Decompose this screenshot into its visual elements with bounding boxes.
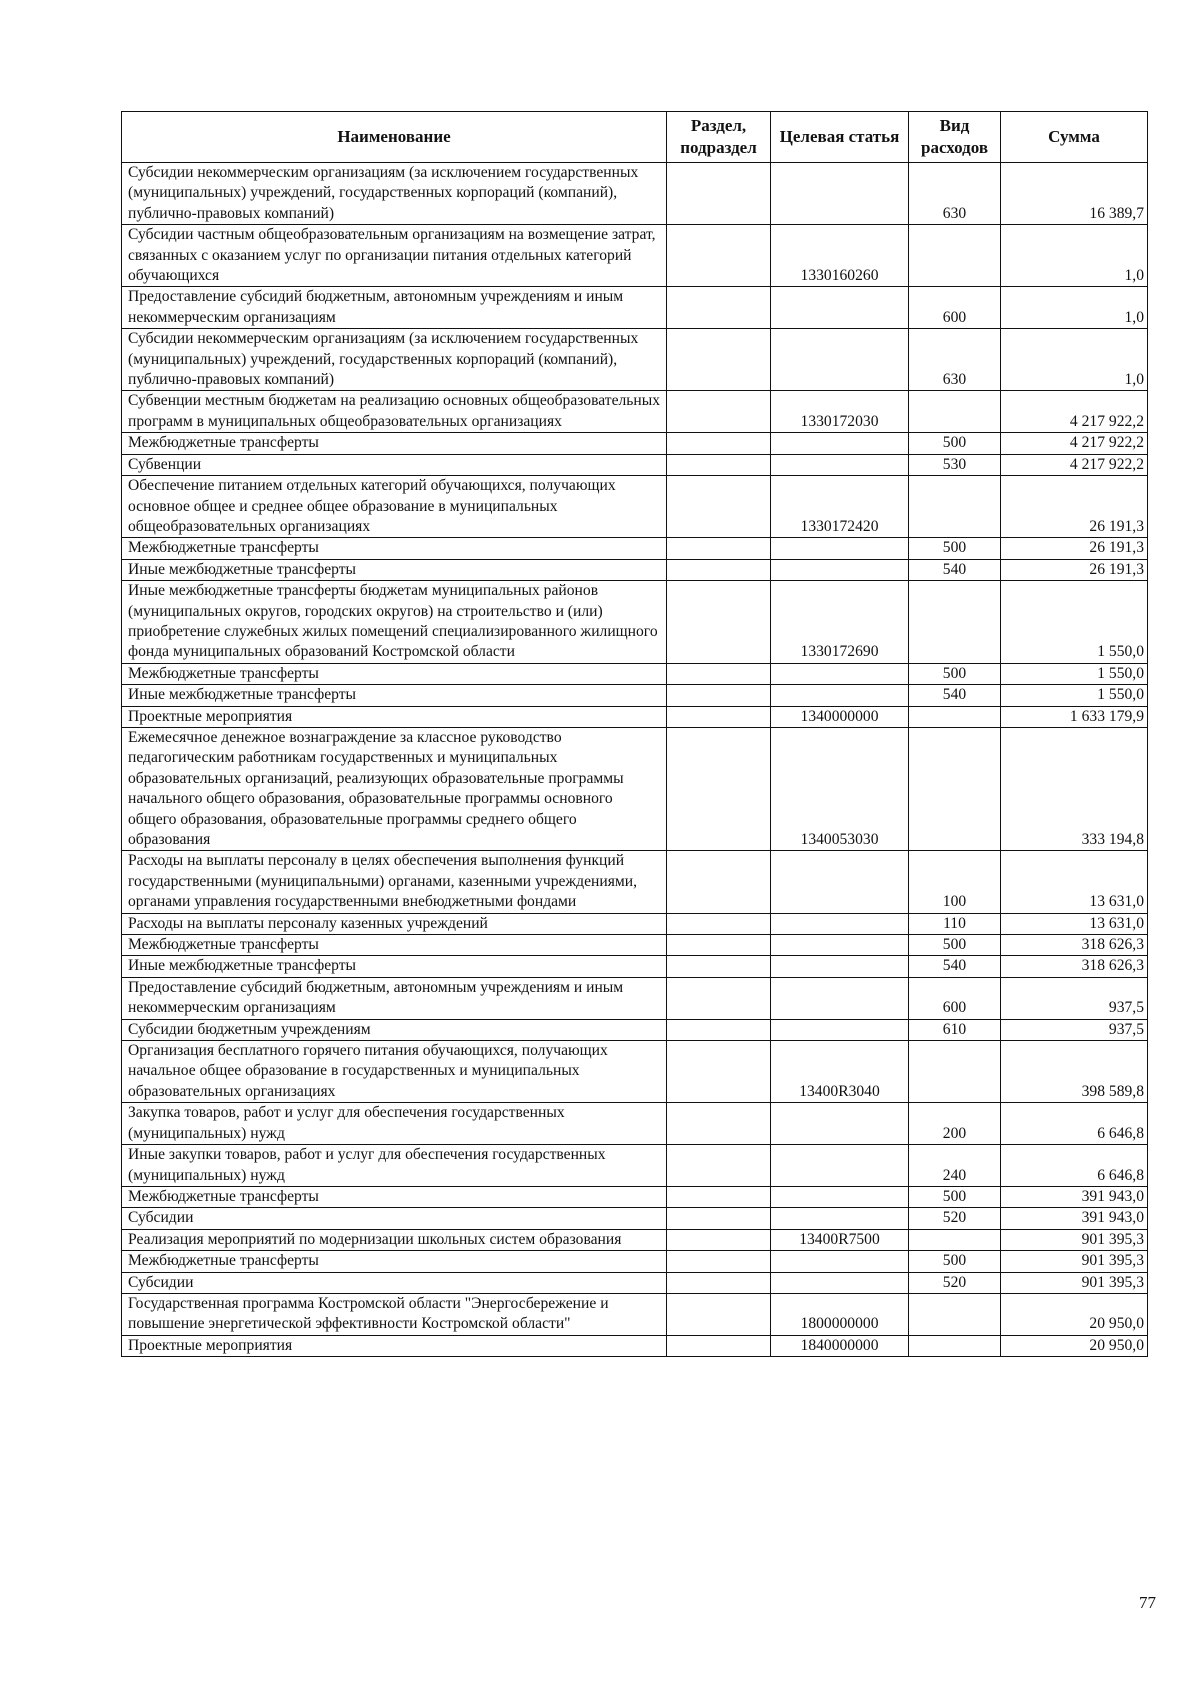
cell-name: Межбюджетные трансферты: [122, 1251, 667, 1272]
table-body: [122, 163, 1148, 1357]
table-row: [122, 391, 1148, 433]
cell-type: 600: [909, 977, 1001, 1019]
cell-sum: 13 631,0: [1001, 913, 1148, 934]
cell-name: Проектные мероприятия: [122, 706, 667, 727]
cell-sum: 1,0: [1001, 225, 1148, 287]
cell-type: 200: [909, 1103, 1001, 1145]
table-row: [122, 1145, 1148, 1187]
cell-type: [909, 706, 1001, 727]
table-row: [122, 433, 1148, 454]
cell-target: [771, 851, 909, 913]
cell-name: Субвенции: [122, 454, 667, 475]
table-row: [122, 1019, 1148, 1040]
cell-name: Иные межбюджетные трансферты: [122, 956, 667, 977]
cell-section: [667, 329, 771, 391]
cell-section: [667, 1229, 771, 1250]
table-row: [122, 1272, 1148, 1293]
cell-sum: 4 217 922,2: [1001, 433, 1148, 454]
cell-sum: 1,0: [1001, 287, 1148, 329]
table-row: [122, 287, 1148, 329]
cell-section: [667, 851, 771, 913]
cell-target: [771, 1208, 909, 1229]
cell-target: [771, 935, 909, 956]
cell-target: [771, 1272, 909, 1293]
cell-name: Иные межбюджетные трансферты: [122, 685, 667, 706]
cell-name: Иные закупки товаров, работ и услуг для обеспечения государственных (муниципальных) нужд: [122, 1145, 667, 1187]
cell-name: Закупка товаров, работ и услуг для обеспечения государственных (муниципальных) нужд: [122, 1103, 667, 1145]
table-row: [122, 1208, 1148, 1229]
cell-section: [667, 706, 771, 727]
table-row: [122, 1186, 1148, 1207]
cell-target: [771, 977, 909, 1019]
table-row: [122, 935, 1148, 956]
cell-sum: 937,5: [1001, 1019, 1148, 1040]
cell-type: 520: [909, 1208, 1001, 1229]
cell-name: Субсидии: [122, 1272, 667, 1293]
cell-name: Субсидии частным общеобразовательным организациям на возмещение затрат, связанных с оказанием услуг по организации питания отдельных категорий обучающихся: [122, 225, 667, 287]
header-section: Раздел, подраздел: [667, 112, 771, 163]
cell-name: Предоставление субсидий бюджетным, автономным учреждениям и иным некоммерческим организациям: [122, 287, 667, 329]
cell-section: [667, 663, 771, 684]
cell-name: Государственная программа Костромской области "Энергосбережение и повышение энергетической эффективности Костромской области": [122, 1293, 667, 1335]
cell-target: [771, 433, 909, 454]
table-row: [122, 685, 1148, 706]
table-row: [122, 1293, 1148, 1335]
cell-sum: 333 194,8: [1001, 727, 1148, 850]
cell-target: 1330172420: [771, 476, 909, 538]
cell-section: [667, 1041, 771, 1103]
cell-sum: 1 633 179,9: [1001, 706, 1148, 727]
cell-type: [909, 225, 1001, 287]
cell-type: 500: [909, 538, 1001, 559]
cell-section: [667, 956, 771, 977]
cell-sum: 4 217 922,2: [1001, 454, 1148, 475]
cell-target: 1340053030: [771, 727, 909, 850]
cell-sum: 26 191,3: [1001, 559, 1148, 580]
cell-type: 610: [909, 1019, 1001, 1040]
cell-target: 1330172690: [771, 581, 909, 664]
cell-target: [771, 559, 909, 580]
cell-section: [667, 1251, 771, 1272]
cell-sum: 1 550,0: [1001, 581, 1148, 664]
cell-target: [771, 956, 909, 977]
cell-sum: 398 589,8: [1001, 1041, 1148, 1103]
cell-target: 1340000000: [771, 706, 909, 727]
cell-sum: 4 217 922,2: [1001, 391, 1148, 433]
cell-type: [909, 476, 1001, 538]
cell-type: 530: [909, 454, 1001, 475]
cell-section: [667, 1145, 771, 1187]
cell-type: 630: [909, 329, 1001, 391]
cell-target: [771, 287, 909, 329]
table-row: [122, 559, 1148, 580]
cell-section: [667, 977, 771, 1019]
cell-type: 100: [909, 851, 1001, 913]
cell-type: [909, 727, 1001, 850]
cell-type: 110: [909, 913, 1001, 934]
cell-target: [771, 685, 909, 706]
budget-table: [121, 111, 1148, 1357]
cell-section: [667, 685, 771, 706]
cell-target: 13400R3040: [771, 1041, 909, 1103]
cell-name: Иные межбюджетные трансферты: [122, 559, 667, 580]
cell-target: 1800000000: [771, 1293, 909, 1335]
table-row: [122, 225, 1148, 287]
header-type: Вид расходов: [909, 112, 1001, 163]
table-row: [122, 1251, 1148, 1272]
cell-section: [667, 935, 771, 956]
cell-section: [667, 1186, 771, 1207]
header-sum: Сумма: [1001, 112, 1148, 163]
table-row: [122, 581, 1148, 664]
cell-type: 600: [909, 287, 1001, 329]
table-row: [122, 329, 1148, 391]
cell-section: [667, 913, 771, 934]
cell-section: [667, 225, 771, 287]
table-row: [122, 913, 1148, 934]
page-number: 77: [1139, 1593, 1156, 1612]
table-row: [122, 1229, 1148, 1250]
table-row: [122, 663, 1148, 684]
cell-sum: 6 646,8: [1001, 1145, 1148, 1187]
cell-section: [667, 1335, 771, 1356]
cell-section: [667, 287, 771, 329]
table-row: [122, 1103, 1148, 1145]
cell-target: 1330160260: [771, 225, 909, 287]
table-row: [122, 956, 1148, 977]
cell-target: [771, 1251, 909, 1272]
cell-section: [667, 433, 771, 454]
cell-sum: 6 646,8: [1001, 1103, 1148, 1145]
cell-target: 13400R7500: [771, 1229, 909, 1250]
cell-sum: 318 626,3: [1001, 956, 1148, 977]
table-row: [122, 727, 1148, 850]
cell-name: Межбюджетные трансферты: [122, 663, 667, 684]
cell-target: 1330172030: [771, 391, 909, 433]
cell-target: 1840000000: [771, 1335, 909, 1356]
cell-name: Расходы на выплаты персоналу казенных учреждений: [122, 913, 667, 934]
cell-section: [667, 163, 771, 225]
header-name: Наименование: [122, 112, 667, 163]
cell-name: Межбюджетные трансферты: [122, 935, 667, 956]
cell-section: [667, 391, 771, 433]
cell-name: Расходы на выплаты персоналу в целях обеспечения выполнения функций государственными (муниципальными) органами, казенными учреждениями, органами управления государственными внебюджетными фондами: [122, 851, 667, 913]
cell-target: [771, 1186, 909, 1207]
cell-type: [909, 1229, 1001, 1250]
cell-target: [771, 663, 909, 684]
cell-name: Межбюджетные трансферты: [122, 433, 667, 454]
cell-section: [667, 581, 771, 664]
cell-type: 630: [909, 163, 1001, 225]
cell-target: [771, 913, 909, 934]
cell-name: Субсидии бюджетным учреждениям: [122, 1019, 667, 1040]
table-row: [122, 476, 1148, 538]
cell-sum: 1 550,0: [1001, 663, 1148, 684]
table-row: [122, 706, 1148, 727]
cell-sum: 26 191,3: [1001, 538, 1148, 559]
cell-sum: 937,5: [1001, 977, 1148, 1019]
cell-section: [667, 1019, 771, 1040]
cell-section: [667, 1293, 771, 1335]
cell-type: 540: [909, 685, 1001, 706]
cell-section: [667, 1103, 771, 1145]
table-row: [122, 1335, 1148, 1356]
cell-type: 500: [909, 1186, 1001, 1207]
cell-name: Межбюджетные трансферты: [122, 538, 667, 559]
cell-sum: 901 395,3: [1001, 1229, 1148, 1250]
cell-sum: 20 950,0: [1001, 1335, 1148, 1356]
table-row: [122, 851, 1148, 913]
cell-type: 500: [909, 663, 1001, 684]
cell-section: [667, 727, 771, 850]
header-target: Целевая статья: [771, 112, 909, 163]
cell-section: [667, 1208, 771, 1229]
cell-sum: 26 191,3: [1001, 476, 1148, 538]
cell-name: Межбюджетные трансферты: [122, 1186, 667, 1207]
cell-section: [667, 559, 771, 580]
cell-sum: 16 389,7: [1001, 163, 1148, 225]
cell-type: 500: [909, 935, 1001, 956]
cell-type: 240: [909, 1145, 1001, 1187]
cell-section: [667, 476, 771, 538]
cell-section: [667, 538, 771, 559]
cell-target: [771, 329, 909, 391]
cell-section: [667, 1272, 771, 1293]
cell-name: Иные межбюджетные трансферты бюджетам муниципальных районов (муниципальных округов, городских округов) на строительство и (или) приобретение служебных жилых помещений специализированного жилищного фонда муниципальных образований Костромской области: [122, 581, 667, 664]
cell-target: [771, 1019, 909, 1040]
cell-target: [771, 163, 909, 225]
cell-type: [909, 1293, 1001, 1335]
cell-name: Проектные мероприятия: [122, 1335, 667, 1356]
table-row: [122, 454, 1148, 475]
cell-type: 540: [909, 559, 1001, 580]
cell-name: Ежемесячное денежное вознаграждение за классное руководство педагогическим работникам государственных и муниципальных образовательных организаций, реализующих образовательные программы начального общего образования, образовательные программы основного общего образования, образовательные программы среднего общего образования: [122, 727, 667, 850]
cell-name: Субвенции местным бюджетам на реализацию основных общеобразовательных программ в муниципальных общеобразовательных организациях: [122, 391, 667, 433]
cell-type: 520: [909, 1272, 1001, 1293]
cell-name: Предоставление субсидий бюджетным, автономным учреждениям и иным некоммерческим организациям: [122, 977, 667, 1019]
cell-sum: 391 943,0: [1001, 1208, 1148, 1229]
cell-type: 540: [909, 956, 1001, 977]
table-row: [122, 977, 1148, 1019]
header-row: [122, 112, 1148, 163]
cell-target: [771, 1103, 909, 1145]
cell-type: 500: [909, 433, 1001, 454]
cell-name: Обеспечение питанием отдельных категорий обучающихся, получающих основное общее и среднее общее образование в муниципальных общеобразовательных организациях: [122, 476, 667, 538]
cell-section: [667, 454, 771, 475]
cell-target: [771, 538, 909, 559]
cell-sum: 13 631,0: [1001, 851, 1148, 913]
cell-type: [909, 581, 1001, 664]
cell-type: 500: [909, 1251, 1001, 1272]
cell-sum: 318 626,3: [1001, 935, 1148, 956]
cell-target: [771, 1145, 909, 1187]
cell-type: [909, 1335, 1001, 1356]
cell-name: Организация бесплатного горячего питания обучающихся, получающих начальное общее образование в государственных и муниципальных образовательных организациях: [122, 1041, 667, 1103]
cell-sum: 901 395,3: [1001, 1272, 1148, 1293]
cell-sum: 20 950,0: [1001, 1293, 1148, 1335]
table-row: [122, 1041, 1148, 1103]
cell-name: Реализация мероприятий по модернизации школьных систем образования: [122, 1229, 667, 1250]
cell-name: Субсидии: [122, 1208, 667, 1229]
cell-sum: 901 395,3: [1001, 1251, 1148, 1272]
table-row: [122, 163, 1148, 225]
cell-sum: 1,0: [1001, 329, 1148, 391]
cell-name: Субсидии некоммерческим организациям (за исключением государственных (муниципальных) учреждений, государственных корпораций (компаний), публично-правовых компаний): [122, 163, 667, 225]
table-row: [122, 538, 1148, 559]
cell-sum: 391 943,0: [1001, 1186, 1148, 1207]
cell-target: [771, 454, 909, 475]
cell-sum: 1 550,0: [1001, 685, 1148, 706]
cell-type: [909, 391, 1001, 433]
cell-name: Субсидии некоммерческим организациям (за исключением государственных (муниципальных) учреждений, государственных корпораций (компаний), публично-правовых компаний): [122, 329, 667, 391]
cell-type: [909, 1041, 1001, 1103]
